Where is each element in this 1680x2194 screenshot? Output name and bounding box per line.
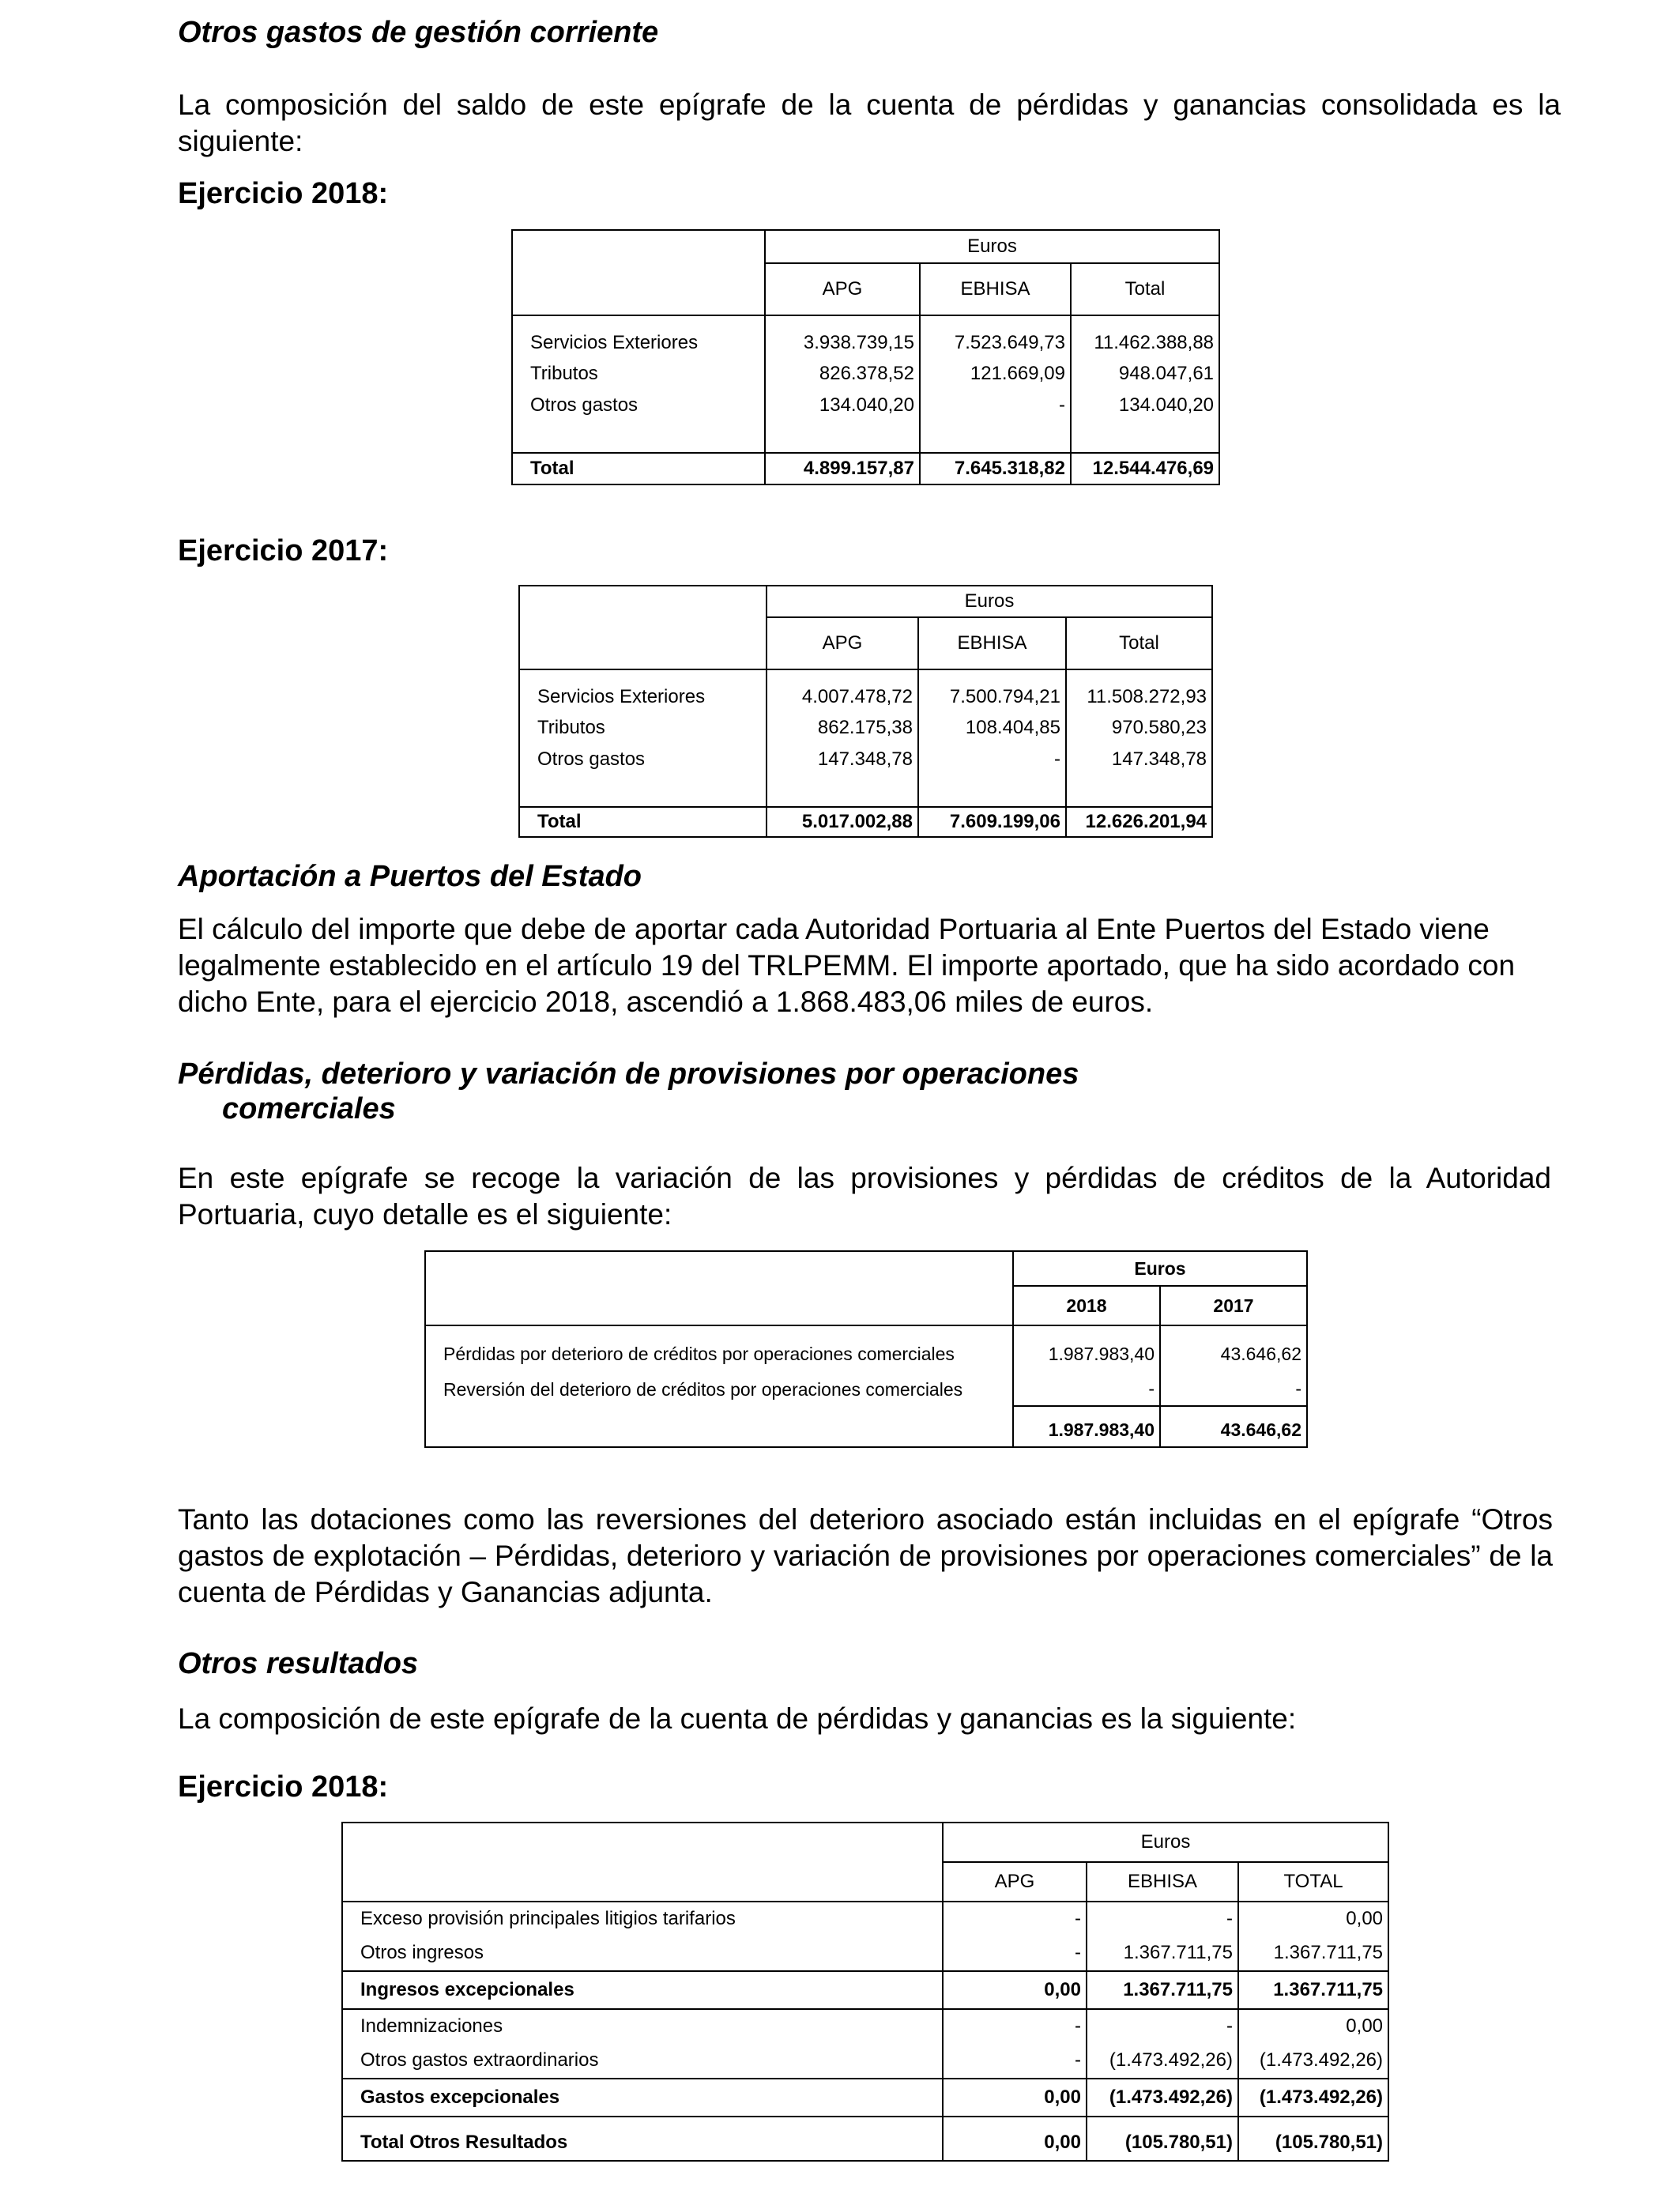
cell-total: 1.367.711,75 [1238,1936,1388,1971]
table-total-row [512,453,1219,484]
cell-ebhisa: 1.367.711,75 [1087,1936,1238,1971]
total-total: 12.544.476,69 [1071,453,1219,484]
cell-apg: 134.040,20 [765,390,920,421]
table-row [342,2009,1388,2043]
row-label: Tributos [530,363,598,384]
table-total-row [519,807,1212,837]
cell-apg: 826.378,52 [765,358,920,390]
table-subtotal-row [342,2079,1388,2117]
row-label: Indemnizaciones [360,2015,503,2037]
empty-header-cell [512,230,765,263]
table-row [342,1936,1388,1971]
row-label: Otros ingresos [360,1942,484,1963]
cell-ebhisa: 108.404,85 [918,712,1066,744]
cell-ebhisa: - [1087,1902,1238,1936]
row-label: Servicios Exteriores [537,685,706,707]
cell-total: 11.508.272,93 [1066,669,1212,712]
year-2017-label: Ejercicio 2017: [178,534,389,567]
row-label: Pérdidas por deterioro de créditos por operaciones comerciales [443,1344,955,1364]
cell-total: 0,00 [1238,1902,1388,1936]
row-label: Ingresos excepcionales [360,1979,574,2000]
cell-total: 134.040,20 [1071,390,1219,421]
col-header-total: TOTAL [1238,1862,1388,1902]
table-row [342,2043,1388,2079]
cell-total: 11.462.388,88 [1071,315,1219,358]
table-row [425,1373,1307,1406]
row-label: Gastos excepcionales [360,2087,560,2108]
row-label: Tributos [537,717,605,738]
cell-apg: 147.348,78 [767,744,918,775]
table-row [425,1325,1307,1373]
section-text-aportacion [178,911,1569,1020]
empty-header-cell [512,263,765,315]
cell-total: 948.047,61 [1071,358,1219,390]
cell-ebhisa: - [1087,2009,1238,2043]
cell-apg: - [943,2043,1087,2079]
cell-apg: 3.938.739,15 [765,315,920,358]
table-subtotal-row [342,1971,1388,2009]
col-header-apg: APG [943,1862,1087,1902]
table-row [512,315,1219,358]
section-title-perdidas-line1: Pérdidas, deterioro y variación de provisiones por operaciones [178,1057,1079,1091]
cell-2017: 43.646,62 [1160,1325,1307,1373]
section-after-perdidas: Tanto las dotaciones como las reversiones del deterioro asociado están incluidas en el epígrafe “Otros gastos de explotación – Pérdidas, deterioro y variación de provisiones por operaciones comerciales” de la cuenta de Pérdidas y Ganancias adjunta. [178,1503,1553,1608]
row-label: Reversión del deterioro de créditos por operaciones comerciales [443,1378,963,1400]
total-total: 12.626.201,94 [1066,807,1212,837]
row-label: Otros gastos [537,748,646,770]
cell-apg: - [943,1936,1087,1971]
row-label: Otros gastos [530,394,638,416]
cell-ebhisa: 7.523.649,73 [920,315,1071,358]
row-label: Total Otros Resultados [360,2132,568,2153]
table-row [519,744,1212,775]
row-label: Servicios Exteriores [530,331,699,353]
section-intro-perdidas: En este epígrafe se recoge la variación de las provisiones y pérdidas de créditos de la Autoridad Portuaria, cuyo detalle es el siguiente: [178,1162,1551,1231]
cell-total: 0,00 [1238,2009,1388,2043]
cell-2018: - [1013,1373,1160,1406]
cell-apg: 862.175,38 [767,712,918,744]
table-row [342,1902,1388,1936]
section-title-otros-gastos: Otros gastos de gestión corriente [178,16,659,49]
cell-apg: - [943,2009,1087,2043]
year-2018-label-resultados: Ejercicio 2018: [178,1770,389,1804]
table-otros-resultados [341,1822,1389,2162]
cell-ebhisa: 121.669,09 [920,358,1071,390]
cell-2018: 1.987.983,40 [1013,1325,1160,1373]
table-row [519,669,1212,712]
cell-ebhisa: (1.473.492,26) [1087,2079,1238,2117]
euros-header: Euros [767,586,1212,617]
total-ebhisa: 7.609.199,06 [918,807,1066,837]
table-otros-gastos-2017 [518,585,1213,838]
col-header-apg: APG [765,263,920,315]
cell-total: (1.473.492,26) [1238,2043,1388,2079]
section-title-otros-resultados: Otros resultados [178,1647,419,1680]
table-total-row [342,2117,1388,2161]
table-row [512,358,1219,390]
total-ebhisa: 7.645.318,82 [920,453,1071,484]
section-intro-otros-gastos: La composición del saldo de este epígrafe de la cuenta de pérdidas y ganancias consolidada es la siguiente: [178,89,1561,157]
total-apg: 5.017.002,88 [767,807,918,837]
cell-ebhisa: (105.780,51) [1087,2117,1238,2161]
text-line: legalmente establecido en el artículo 19 del TRLPEMM. El importe aportado, que ha sido acordado con [178,949,1516,982]
cell-apg: 0,00 [943,2079,1087,2117]
table-otros-gastos-2018 [511,229,1220,485]
cell-2017: - [1160,1373,1307,1406]
cell-ebhisa: - [918,744,1066,775]
cell-total: (1.473.492,26) [1238,2079,1388,2117]
cell-apg: - [943,1902,1087,1936]
table-row [512,390,1219,421]
section-title-aportacion: Aportación a Puertos del Estado [178,860,642,893]
cell-ebhisa: 1.367.711,75 [1087,1971,1238,2009]
cell-apg: 0,00 [943,1971,1087,2009]
col-header-ebhisa: EBHISA [920,263,1071,315]
total-apg: 4.899.157,87 [765,453,920,484]
euros-header: Euros [765,230,1219,263]
euros-header: Euros [943,1823,1388,1862]
row-label: Exceso provisión principales litigios tarifarios [360,1908,736,1929]
cell-ebhisa: - [920,390,1071,421]
total-2018: 1.987.983,40 [1013,1406,1160,1447]
row-label: Otros gastos extraordinarios [360,2049,599,2071]
table-perdidas-deterioro [424,1250,1308,1448]
text-line: El cálculo del importe que debe de aportar cada Autoridad Portuaria al Ente Puertos del Estado viene [178,913,1490,945]
section-title-perdidas-line2: comerciales [222,1092,396,1125]
euros-header: Euros [1013,1251,1307,1286]
text-line: dicho Ente, para el ejercicio 2018, ascendió a 1.868.483,06 miles de euros. [178,986,1154,1018]
cell-total: 1.367.711,75 [1238,1971,1388,2009]
cell-total: (105.780,51) [1238,2117,1388,2161]
table-total-row [425,1406,1307,1447]
cell-total: 970.580,23 [1066,712,1212,744]
col-header-2017: 2017 [1160,1286,1307,1325]
col-header-total: Total [1066,617,1212,669]
col-header-total: Total [1071,263,1219,315]
total-label: Total [530,458,574,479]
total-label: Total [537,811,582,832]
table-row [519,712,1212,744]
cell-ebhisa: 7.500.794,21 [918,669,1066,712]
col-header-ebhisa: EBHISA [918,617,1066,669]
col-header-2018: 2018 [1013,1286,1160,1325]
cell-apg: 0,00 [943,2117,1087,2161]
total-2017: 43.646,62 [1160,1406,1307,1447]
col-header-ebhisa: EBHISA [1087,1862,1238,1902]
section-intro-otros-resultados: La composición de este epígrafe de la cuenta de pérdidas y ganancias es la siguiente: [178,1702,1297,1735]
cell-total: 147.348,78 [1066,744,1212,775]
cell-apg: 4.007.478,72 [767,669,918,712]
col-header-apg: APG [767,617,918,669]
cell-ebhisa: (1.473.492,26) [1087,2043,1238,2079]
year-2018-label: Ejercicio 2018: [178,177,389,210]
